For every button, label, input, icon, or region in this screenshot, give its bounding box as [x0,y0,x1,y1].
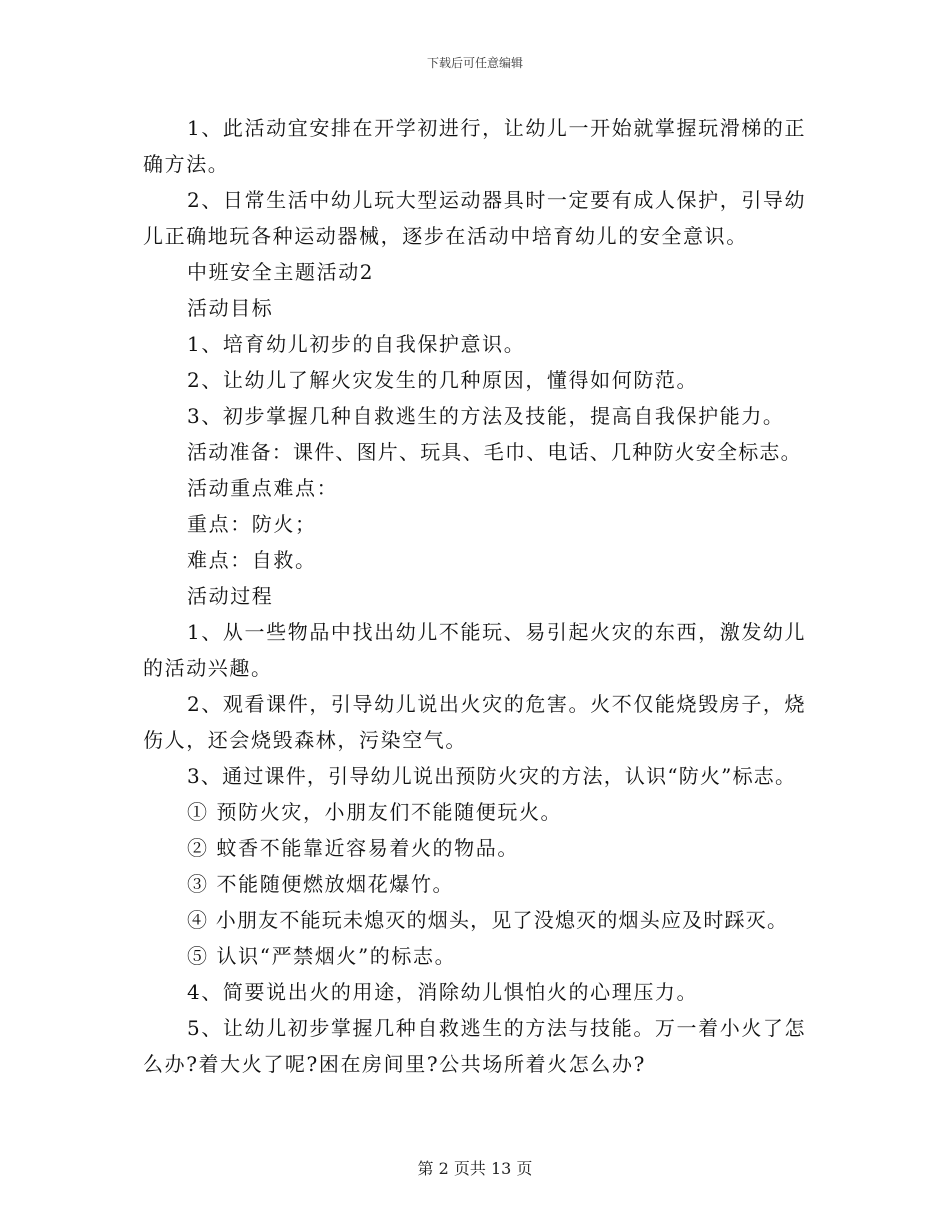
difficult-point: 难点：自救。 [187,548,317,572]
process-step-5: 5、让幼儿初步掌握几种自救逃生的方法与技能。万一着小火了怎么办?着大火了呢?困在房间里?公共场所着火怎么办? [143,1016,807,1076]
section-title: 中班安全主题活动2 [187,260,375,284]
sub-item-2: ② 蚊香不能靠近容易着火的物品。 [187,836,519,860]
heading-key-points: 活动重点难点： [187,476,339,500]
sub-item-3: ③ 不能随便燃放烟花爆竹。 [187,872,455,896]
page-header: 下载后可任意编辑 [426,56,523,70]
sub-item-4: ④ 小朋友不能玩未熄灭的烟头，见了没熄灭的烟头应及时踩灭。 [187,908,789,932]
goal-item-3: 3、初步掌握几种自救逃生的方法及技能，提高自我保护能力。 [187,404,785,428]
paragraph-note-1: 1、此活动宜安排在开学初进行，让幼儿一开始就掌握玩滑梯的正确方法。 [143,116,807,176]
paragraph-note-2: 2、日常生活中幼儿玩大型运动器具时一定要有成人保护，引导幼儿正确地玩各种运动器械，逐步在活动中培育幼儿的安全意识。 [143,188,807,248]
goal-item-1: 1、培育幼儿初步的自我保护意识。 [187,332,526,356]
heading-process: 活动过程 [187,584,274,608]
preparation: 活动准备：课件、图片、玩具、毛巾、电话、几种防火安全标志。 [187,440,802,464]
goal-item-2: 2、让幼儿了解火灾发生的几种原因，懂得如何防范。 [187,368,699,392]
key-point: 重点：防火； [187,512,317,536]
process-step-1: 1、从一些物品中找出幼儿不能玩、易引起火灾的东西，激发幼儿的活动兴趣。 [143,620,807,680]
sub-item-1: ① 预防火灾，小朋友们不能随便玩火。 [187,800,563,824]
page-footer: 第 2 页共 13 页 [417,1159,533,1178]
process-step-4: 4、简要说出火的用途，消除幼儿惧怕火的心理压力。 [187,980,699,1004]
heading-goals: 活动目标 [187,296,274,320]
sub-item-5: ⑤ 认识“严禁烟火”的标志。 [187,944,457,968]
process-step-3: 3、通过课件，引导幼儿说出预防火灾的方法，认识“防火”标志。 [187,764,797,788]
process-step-2: 2、观看课件，引导幼儿说出火灾的危害。火不仅能烧毁房子，烧伤人，还会烧毁森林，污染空气。 [143,692,807,752]
document-body [143,110,813,1082]
